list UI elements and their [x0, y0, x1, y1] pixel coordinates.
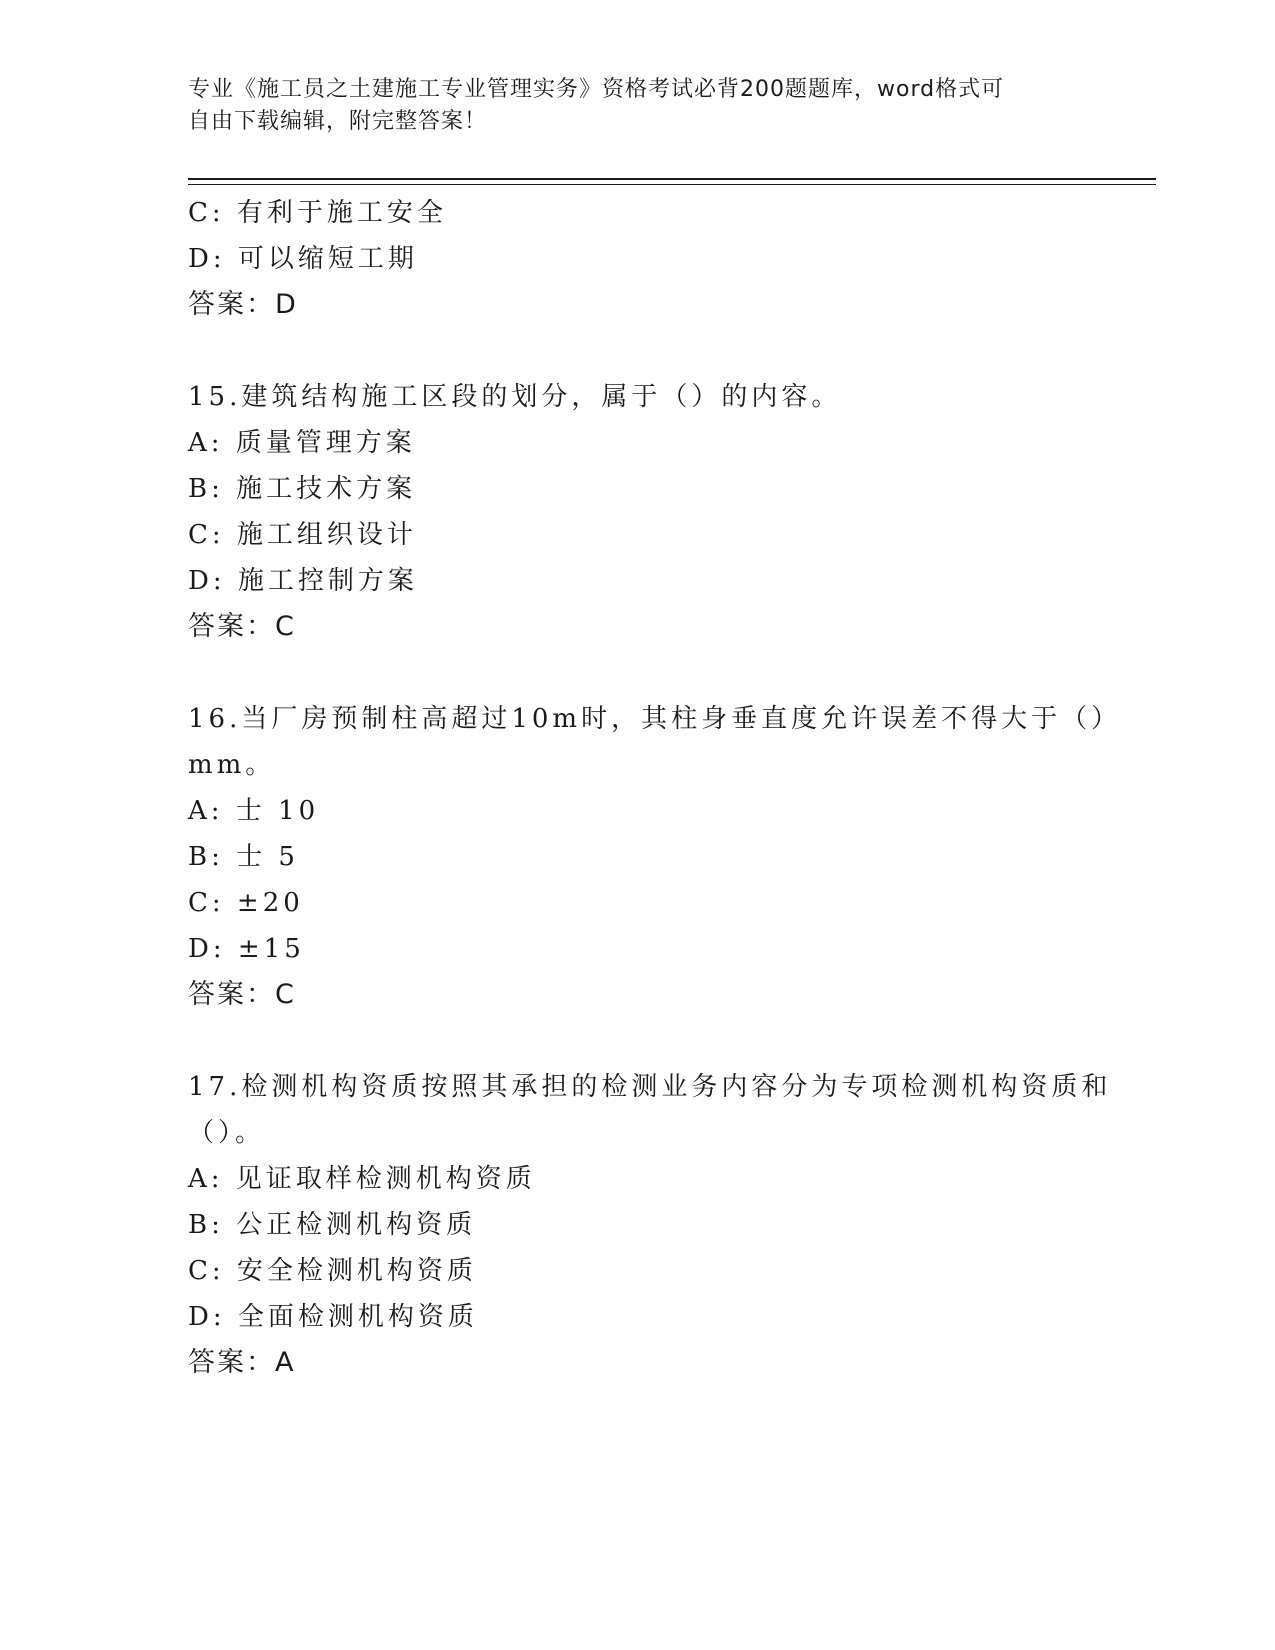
spacer — [188, 1018, 1088, 1064]
answer: 答案：D — [188, 289, 298, 320]
question-text-line-1: 17.检测机构资质按照其承担的检测业务内容分为专项检测机构资质和 — [188, 1072, 1112, 1102]
option-a: A: 士 10 — [188, 796, 320, 826]
option-d: D: ±15 — [188, 934, 305, 964]
header-divider-thick — [188, 178, 1156, 180]
option-c: C: 施工组织设计 — [188, 520, 417, 550]
option-b: B: 公正检测机构资质 — [188, 1210, 477, 1240]
option-d: D: 全面检测机构资质 — [188, 1302, 478, 1332]
option-c: C: 有利于施工安全 — [188, 198, 447, 228]
document-header — [188, 74, 1068, 138]
option-c: C: ±20 — [188, 888, 304, 918]
prev-question-block — [188, 190, 1088, 328]
option-b: B: 施工技术方案 — [188, 474, 417, 504]
option-c: C: 安全检测机构资质 — [188, 1256, 477, 1286]
option-a: A: 质量管理方案 — [188, 428, 416, 458]
spacer — [188, 328, 1088, 374]
option-b: B: 士 5 — [188, 842, 299, 872]
question-list — [188, 190, 1122, 1386]
question-17-block — [188, 1064, 1112, 1386]
option-a: A: 见证取样检测机构资质 — [188, 1164, 536, 1194]
answer: 答案：C — [188, 611, 296, 642]
answer: 答案：C — [188, 979, 296, 1010]
option-d: D: 可以缩短工期 — [188, 244, 418, 274]
spacer — [188, 650, 1088, 696]
question-text-line-2: （）。 — [188, 1118, 266, 1148]
question-text-line-1: 16.当厂房预制柱高超过10m时，其柱身垂直度允许误差不得大于（） — [188, 704, 1122, 734]
question-15-block — [188, 374, 1088, 650]
header-line-2: 自由下载编辑，附完整答案！ — [188, 109, 488, 134]
question-16-block — [188, 696, 1122, 1018]
question-text-line-2: mm。 — [188, 750, 276, 780]
header-divider-thin — [188, 184, 1156, 185]
option-d: D: 施工控制方案 — [188, 566, 418, 596]
answer: 答案：A — [188, 1347, 296, 1378]
header-line-1: 专业《施工员之土建施工专业管理实务》资格考试必背200题题库，word格式可 — [188, 77, 1005, 102]
question-text: 15.建筑结构施工区段的划分，属于（）的内容。 — [188, 382, 842, 412]
